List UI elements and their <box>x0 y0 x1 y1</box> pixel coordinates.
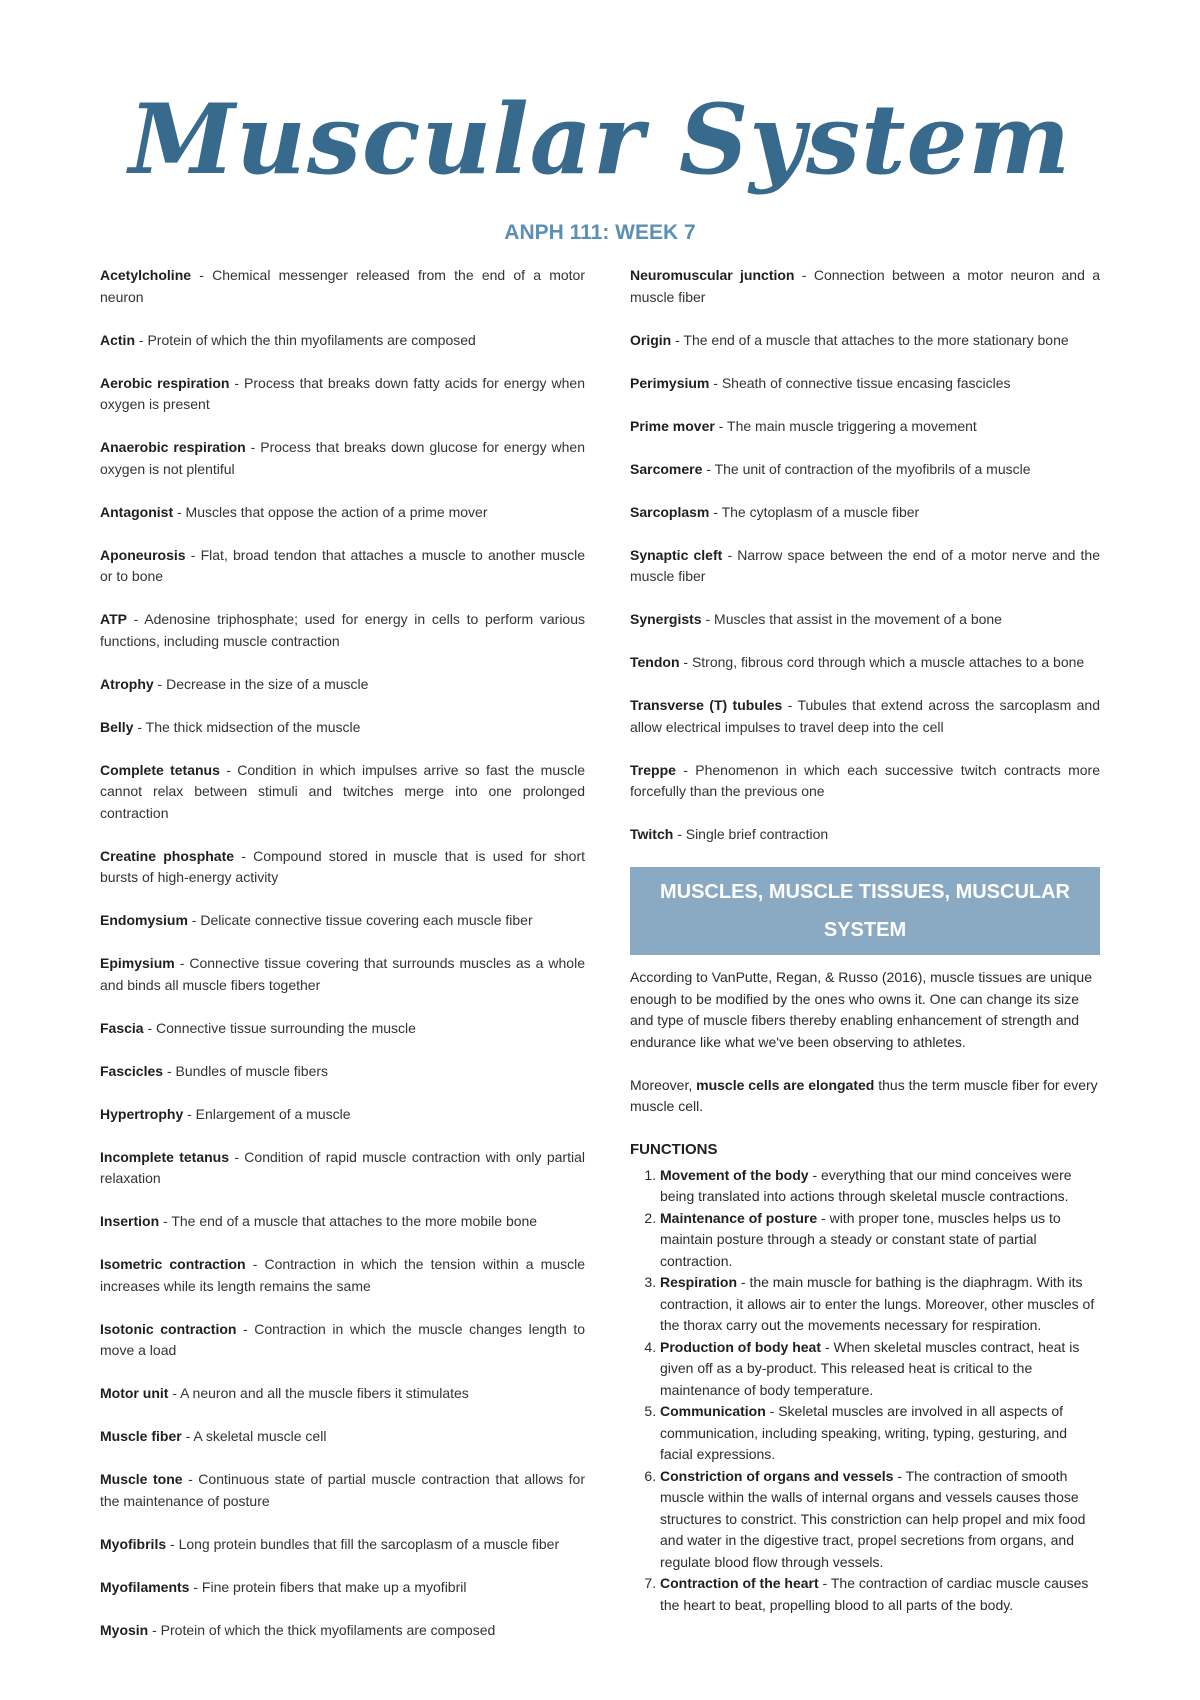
section-heading-box: MUSCLES, MUSCLE TISSUES, MUSCULAR SYSTEM <box>630 867 1100 955</box>
glossary-entry <box>100 1061 585 1083</box>
page-title: Muscular System <box>128 83 1072 196</box>
glossary-definition: - Long protein bundles that fill the sarcoplasm of a muscle fiber <box>166 1535 560 1552</box>
glossary-entry <box>100 953 585 996</box>
right-column <box>630 265 1100 1616</box>
glossary-definition: - Fine protein fibers that make up a myofibril <box>189 1578 467 1595</box>
glossary-term: ATP <box>100 611 127 627</box>
function-text: - The contraction of cardiac muscle causes the heart to beat, propelling blood to all parts of the body. <box>660 1575 1089 1613</box>
glossary-definition: - Connection between a motor neuron and a muscle fiber <box>630 267 1100 305</box>
glossary-term: Treppe <box>630 761 676 778</box>
glossary-definition: - Bundles of muscle fibers <box>163 1062 329 1079</box>
glossary-definition: - A neuron and all the muscle fibers it stimulates <box>168 1385 469 1401</box>
glossary-term: Epimysium <box>100 955 175 971</box>
glossary-entry <box>630 545 1100 588</box>
glossary-entry <box>100 846 585 889</box>
glossary-entry <box>630 760 1100 803</box>
glossary-definition: - Condition of rapid muscle contraction with only partial relaxation <box>100 1148 585 1186</box>
glossary-term: Perimysium <box>630 374 710 391</box>
glossary-entry <box>100 1018 585 1040</box>
glossary-entry <box>630 695 1100 738</box>
glossary-term: Hypertrophy <box>100 1105 184 1122</box>
glossary-entry <box>630 502 1100 524</box>
elongated-paragraph: Moreover, muscle cells are elongated thus the term muscle fiber for every muscle cell. <box>630 1076 1098 1114</box>
glossary-definition: - Phenomenon in which each successive twitch contracts more forcefully than the previous one <box>630 761 1100 799</box>
glossary-definition: - Narrow space between the end of a motor nerve and the muscle fiber <box>630 546 1101 584</box>
function-text: - everything that our mind conceives were being translated into actions through skeletal muscle contractions. <box>660 1166 1072 1204</box>
glossary-entry <box>100 1211 585 1233</box>
function-text: - The contraction of smooth muscle within the walls of internal organs and vessels causes those structures to constrict. This constriction can help propel and mix food and water in the digestive tract, propel secretions from organs, and regulate blood flow through vessels. <box>660 1467 1086 1570</box>
glossary-term: Myosin <box>100 1621 149 1638</box>
glossary-left-column <box>100 265 585 1663</box>
glossary-term: Motor unit <box>100 1385 169 1401</box>
glossary-entry <box>100 1577 585 1599</box>
glossary-term: Neuromuscular junction <box>630 267 795 283</box>
glossary-term: Sarcoplasm <box>630 503 710 520</box>
glossary-definition: - Protein of which the thin myofilaments are composed <box>135 331 476 348</box>
functions-heading: FUNCTIONS <box>630 1141 718 1158</box>
glossary-definition: - The end of a muscle that attaches to the more stationary bone <box>671 331 1069 348</box>
glossary-term: Fascicles <box>100 1062 164 1079</box>
function-title: Maintenance of posture <box>660 1209 818 1226</box>
glossary-entry <box>100 545 585 588</box>
function-title: Communication <box>660 1403 766 1419</box>
glossary-term: Muscle tone <box>100 1471 183 1487</box>
glossary-entry <box>100 1104 585 1126</box>
glossary-term: Insertion <box>100 1213 160 1229</box>
glossary-term: Transverse (T) tubules <box>630 697 783 713</box>
intro-paragraph: According to VanPutte, Regan, & Russo (2016), muscle tissues are unique enough to be modified by the ones who owns it. One can change its size and type of muscle fibers thereby enabling enhancement of strength and endurance like what we've been observing to athletes. <box>630 969 1092 1050</box>
glossary-term: Synergists <box>630 611 702 627</box>
glossary-definition: - Tubules that extend across the sarcoplasm and allow electrical impulses to travel deep into the cell <box>630 697 1100 735</box>
glossary-term: Isometric contraction <box>100 1256 246 1272</box>
glossary-entry <box>100 1426 585 1448</box>
glossary-definition: - Flat, broad tendon that attaches a muscle to another muscle or to bone <box>100 546 585 584</box>
glossary-definition: - Sheath of connective tissue encasing fascicles <box>709 374 1011 391</box>
glossary-term: Aerobic respiration <box>100 374 230 391</box>
glossary-definition: - Process that breaks down fatty acids for energy when oxygen is present <box>100 374 585 412</box>
glossary-definition: - Adenosine triphosphate; used for energy in cells to perform various functions, including muscle contraction <box>100 611 585 649</box>
glossary-entry <box>100 1534 585 1556</box>
function-title: Respiration <box>660 1274 738 1290</box>
glossary-term: Belly <box>100 718 134 735</box>
glossary-term: Myofibrils <box>100 1535 167 1552</box>
function-title: Constriction of organs and vessels <box>660 1467 894 1484</box>
glossary-term: Atrophy <box>100 675 154 692</box>
glossary-term: Origin <box>630 331 672 348</box>
glossary-definition: - Decrease in the size of a muscle <box>153 675 369 692</box>
glossary-term: Endomysium <box>100 912 188 928</box>
glossary-definition: - Strong, fibrous cord through which a muscle attaches to a bone <box>679 654 1085 670</box>
glossary-entry <box>100 1319 585 1362</box>
function-item <box>660 1272 1100 1337</box>
glossary-term: Prime mover <box>630 417 715 434</box>
function-item <box>660 1337 1100 1402</box>
glossary-entry <box>630 459 1100 481</box>
glossary-definition: - The thick midsection of the muscle <box>133 718 361 735</box>
function-title: Contraction of the heart <box>660 1575 819 1591</box>
glossary-term: Actin <box>100 331 135 348</box>
function-text: - the main muscle for bathing is the diaphragm. With its contraction, it allows air to enter the lungs. Moreover, other muscles of the thorax carry out the movements necessary for respiration. <box>660 1274 1095 1333</box>
glossary-entry <box>100 437 585 480</box>
function-text: - When skeletal muscles contract, heat is given off as a by-product. This released heat is critical to the maintenance of body temperature. <box>660 1338 1080 1398</box>
glossary-definition: - Continuous state of partial muscle contraction that allows for the maintenance of posture <box>100 1471 586 1509</box>
glossary-term: Aponeurosis <box>100 546 186 563</box>
glossary-entry <box>100 910 585 932</box>
glossary-definition: - Process that breaks down glucose for energy when oxygen is not plentiful <box>100 439 586 477</box>
glossary-entry <box>100 1469 585 1512</box>
function-text: - Skeletal muscles are involved in all aspects of communication, including speaking, writing, typing, gesturing, and facial expressions. <box>660 1403 1068 1462</box>
glossary-term: Complete tetanus <box>100 761 220 778</box>
glossary-term: Acetylcholine <box>100 267 192 283</box>
glossary-definition: - Muscles that oppose the action of a prime mover <box>173 503 488 520</box>
glossary-definition: - Chemical messenger released from the end of a motor neuron <box>100 267 585 305</box>
glossary-definition: - A skeletal muscle cell <box>181 1428 327 1444</box>
glossary-term: Antagonist <box>100 503 174 520</box>
emphasis-text: muscle cells are elongated <box>696 1076 875 1093</box>
glossary-entry <box>100 1254 585 1297</box>
glossary-entry <box>100 1620 585 1642</box>
glossary-term: Fascia <box>100 1019 144 1036</box>
glossary-entry <box>100 373 585 416</box>
glossary-definition: - Compound stored in muscle that is used for short bursts of high-energy activity <box>100 847 585 885</box>
glossary-definition: - Single brief contraction <box>673 826 829 842</box>
functions-list <box>630 1165 1100 1617</box>
glossary-definition: - Delicate connective tissue covering each muscle fiber <box>187 912 533 928</box>
glossary-term: Isotonic contraction <box>100 1320 237 1337</box>
glossary-term: Muscle fiber <box>100 1428 182 1444</box>
glossary-term: Tendon <box>630 654 680 670</box>
function-item <box>660 1208 1100 1273</box>
glossary-entry <box>100 1383 585 1405</box>
glossary-definition: - The main muscle triggering a movement <box>714 417 977 434</box>
glossary-definition: - The cytoplasm of a muscle fiber <box>709 503 920 520</box>
glossary-entry <box>630 330 1100 352</box>
glossary-definition: - The end of a muscle that attaches to the more mobile bone <box>159 1213 538 1229</box>
glossary-definition: - Contraction in which the tension within a muscle increases while its length remains the same <box>100 1256 586 1294</box>
glossary-term: Incomplete tetanus <box>100 1148 230 1165</box>
glossary-entry <box>100 265 585 308</box>
glossary-definition: - Contraction in which the muscle changes length to move a load <box>100 1320 585 1358</box>
glossary-term: Myofilaments <box>100 1578 190 1595</box>
glossary-entry <box>630 416 1100 438</box>
glossary-entry <box>100 330 585 352</box>
glossary-definition: - Enlargement of a muscle <box>183 1105 351 1122</box>
glossary-definition: - The unit of contraction of the myofibrils of a muscle <box>702 460 1031 477</box>
function-item <box>660 1466 1100 1574</box>
page-subtitle: ANPH 111: WEEK 7 <box>504 221 696 244</box>
function-item <box>660 1165 1100 1208</box>
glossary-term: Synaptic cleft <box>630 546 723 563</box>
function-item <box>660 1573 1100 1616</box>
glossary-entry <box>100 1147 585 1190</box>
function-title: Movement of the body <box>660 1166 809 1183</box>
glossary-term: Sarcomere <box>630 460 703 477</box>
glossary-entry <box>100 674 585 696</box>
glossary-entry <box>630 824 1100 846</box>
glossary-term: Twitch <box>630 826 674 842</box>
glossary-entry <box>100 760 585 825</box>
glossary-definition: - Condition in which impulses arrive so fast the muscle cannot relax between stimuli and twitches merge into one prolonged contraction <box>100 761 586 821</box>
function-text: - with proper tone, muscles helps us to maintain posture through a steady or constant state of partial contraction. <box>660 1209 1061 1269</box>
glossary-entry <box>100 502 585 524</box>
glossary-definition: - Protein of which the thick myofilaments are composed <box>148 1621 496 1638</box>
glossary-right-list <box>630 265 1100 846</box>
function-item <box>660 1401 1100 1466</box>
function-title: Production of body heat <box>660 1338 821 1355</box>
glossary-term: Anaerobic respiration <box>100 439 246 455</box>
glossary-entry <box>630 609 1100 631</box>
glossary-entry <box>100 717 585 739</box>
glossary-entry <box>630 265 1100 308</box>
glossary-definition: - Connective tissue covering that surrounds muscles as a whole and binds all muscle fibers together <box>100 955 585 993</box>
glossary-entry <box>100 609 585 652</box>
glossary-term: Creatine phosphate <box>100 847 235 864</box>
glossary-entry <box>630 652 1100 674</box>
glossary-entry <box>630 373 1100 395</box>
glossary-definition: - Connective tissue surrounding the muscle <box>143 1019 416 1036</box>
glossary-definition: - Muscles that assist in the movement of a bone <box>701 611 1002 627</box>
